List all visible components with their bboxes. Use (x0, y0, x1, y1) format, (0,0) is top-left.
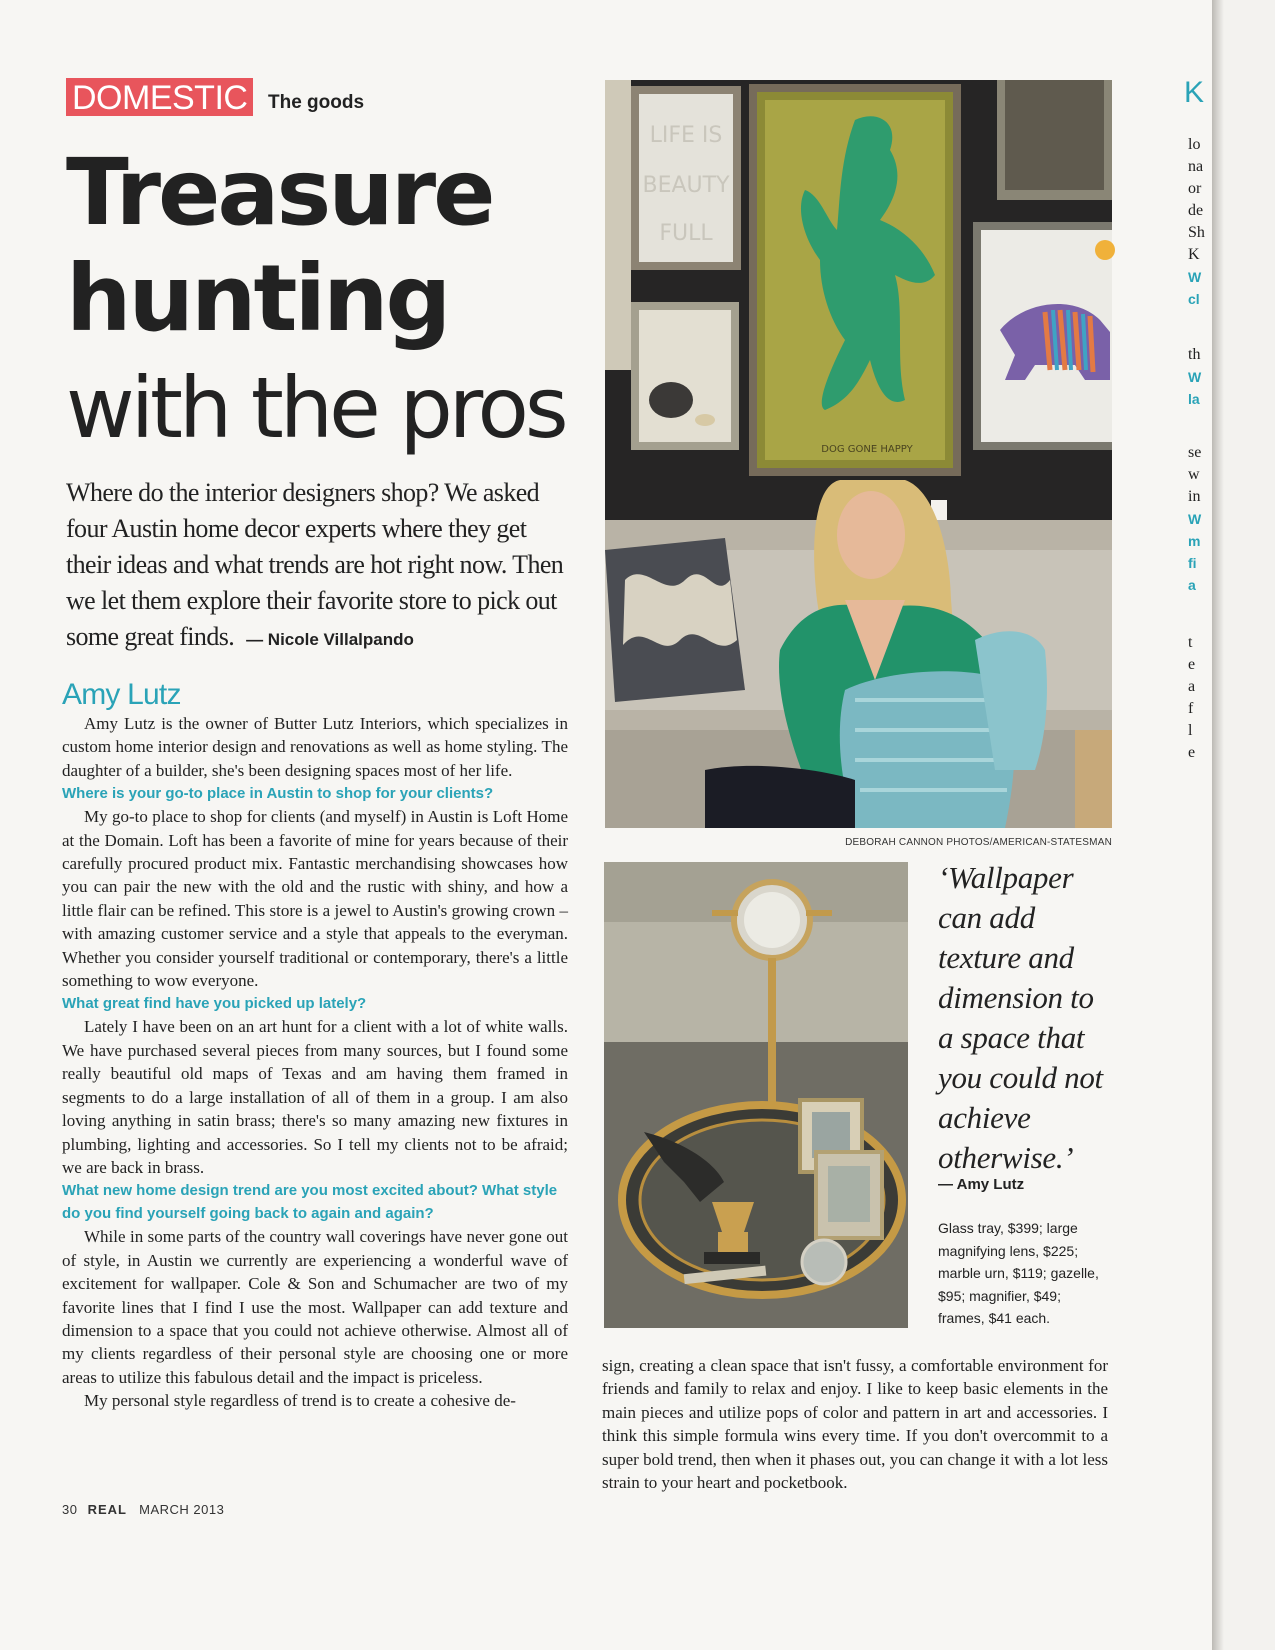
deck (66, 475, 576, 658)
answer-4-end: sign, creating a clean space that isn't fussy, a comfortable environment for friends and family to relax and enjoy. I like to keep basic elements in the main pieces and utilize pops of color and pattern in art and accessories. I think this simple formula wins every time. If you don't overcommit to a super bold trend, then when it phases out, you can change it with a lot less strain to your heart and pocketbook. (602, 1356, 1108, 1493)
tray-photo-illustration (604, 862, 908, 1328)
next-page-initial: K (1184, 76, 1205, 109)
svg-text:BEAUTY: BEAUTY (642, 173, 730, 198)
designer-name: Amy Lutz (62, 678, 181, 711)
page-gutter (1212, 0, 1224, 1650)
main-photo (605, 80, 1112, 828)
svg-text:FULL: FULL (659, 221, 713, 246)
photo-caption: Glass tray, $399; large magnifying lens, $225; marble urn, $119; gazelle, $95; magnifier, $49; frames, $41 each. (938, 1220, 1099, 1326)
question-1: Where is your go-to place in Austin to shop for your clients? (62, 785, 494, 803)
photo-credit: DEBORAH CANNON PHOTOS/AMERICAN-STATESMAN (845, 837, 1112, 848)
byline: — Nicole Villalpando (246, 630, 414, 649)
page-number: 30 (62, 1502, 78, 1517)
section-tag: DOMESTIC (66, 78, 253, 116)
magazine-name: REAL (87, 1502, 127, 1517)
headline-line-1: Treasure (66, 139, 493, 246)
next-page-lines-3: se w in W m fi a (1188, 444, 1202, 593)
question-2: What great find have you picked up lately? (62, 995, 367, 1013)
next-page-lines-4: t e a f l e (1188, 634, 1196, 761)
headline (66, 140, 586, 464)
next-page-lines-2: th W la (1188, 346, 1202, 407)
main-photo-illustration (605, 80, 1112, 828)
deck-text: Where do the interior designers shop? We asked four Austin home decor experts where they get their ideas and what trends are hot right now. Then we let them explore their favorite store to pick out some great finds. (66, 478, 564, 651)
headline-line-2: hunting (66, 245, 449, 352)
answer-2: Lately I have been on an art hunt for a client with a lot of white walls. We have purchased several pieces from many sources, but I found some really beautiful old maps of Texas and am having them framed in segments to do a large installation of all of them in a group. I am also loving anything in satin brass; there's so many amazing new fixtures in plumbing, lighting and accessories. So I tell my clients not to be afraid; we are back in brass. (62, 1017, 568, 1177)
article-column-2 (602, 1354, 1108, 1494)
next-page-lines-1: lo na or de Sh K W cl (1188, 136, 1205, 307)
issue-date: MARCH 2013 (139, 1502, 225, 1517)
answer-1: My go-to place to shop for clients (and myself) in Austin is Loft Home at the Domain. Loft has been a favorite of mine for years because of their carefully procured product mix. Fantastic merchandising showcases how you can pair the new with the old and the rustic with shiny, and how a little flair can be refined. This store is a jewel to Austin's growing crown – with amazing customer service and a style that appeals to the everyman. Whether you consider yourself traditional or contemporary, there's a little something to wow everyone. (62, 807, 568, 991)
intro-paragraph: Amy Lutz is the owner of Butter Lutz Interiors, which specializes in custom home interior design and renovations as well as home styling. The daughter of a builder, she's been designing spaces most of her life. (62, 714, 568, 780)
art-text-2: DOG GONE HAPPY (821, 444, 913, 455)
answer-3: While in some parts of the country wall coverings have never gone out of style, in Austin we currently are experiencing a wonderful wave of excitement for wallpaper. Cole & Son and Schumacher are two of my favorite lines that I find I use the most. Wallpaper can add texture and dimension to a space that you could not achieve otherwise. Almost all of my clients regardless of their personal style are choosing one or more areas to utilize this fabulous detail and the impact is priceless. (62, 1227, 568, 1387)
headline-line-3: with the pros (66, 359, 565, 457)
pull-quote-attribution: — Amy Lutz (938, 1176, 1025, 1193)
art-text-1: LIFE IS (649, 123, 723, 148)
answer-4-start: My personal style regardless of trend is to create a cohesive de- (84, 1391, 516, 1411)
pull-quote: ‘Wallpaper can add texture and dimension to a space that you could not achieve otherwise.’ (938, 860, 1103, 1175)
article-column-1 (62, 712, 568, 1413)
question-3: What new home design trend are you most excited about? What style do you find yourself going back to again and again? (62, 1182, 558, 1223)
folio (62, 1502, 224, 1517)
tray-photo (604, 862, 908, 1328)
section-subtitle: The goods (268, 92, 365, 113)
